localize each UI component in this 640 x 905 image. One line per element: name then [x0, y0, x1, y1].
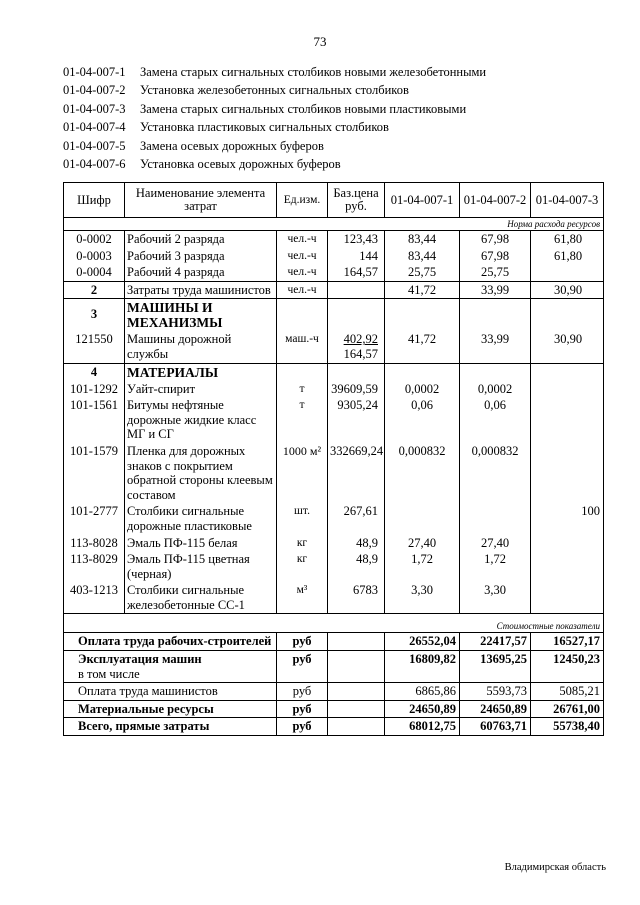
- cell-v1: 83,44: [385, 231, 460, 248]
- cell-price: [328, 281, 385, 299]
- header-name: Наименование элемента затрат: [125, 183, 277, 218]
- summary-labor-name: Оплата труда рабочих-строителей: [64, 633, 277, 651]
- cell-v2: 0,0002: [460, 381, 531, 398]
- cell-unit: кг: [277, 535, 328, 552]
- cell-unit: кг: [277, 551, 328, 582]
- code-item: [63, 63, 486, 81]
- cell-v2: [460, 503, 531, 534]
- summary-machines-name: [64, 651, 277, 683]
- cell-unit: чел.-ч: [277, 264, 328, 281]
- cell-price: [328, 651, 385, 683]
- header-col2: 01-04-007-2: [460, 183, 531, 218]
- section-row-materials: [64, 363, 604, 381]
- cell-unit: 1000 м²: [277, 443, 328, 503]
- cell-name: Уайт-спирит: [125, 381, 277, 398]
- cell-v3: 61,80: [531, 248, 604, 265]
- cell-unit: м³: [277, 582, 328, 614]
- cell-unit: т: [277, 381, 328, 398]
- cell-code: 0-0003: [64, 248, 125, 265]
- section-title: МАШИНЫ И МЕХАНИЗМЫ: [125, 299, 277, 332]
- table-row: [64, 248, 604, 265]
- cell-v1: 25,75: [385, 264, 460, 281]
- cell-price: [328, 718, 385, 736]
- code: 01-04-007-4: [63, 120, 126, 135]
- cell-v2: 13695,25: [460, 651, 531, 683]
- summary-total-name: Всего, прямые затраты: [64, 718, 277, 736]
- cell-v1: 24650,89: [385, 700, 460, 718]
- resource-table: [63, 182, 604, 736]
- cell-unit: руб: [277, 683, 328, 701]
- cell-v3: 16527,17: [531, 633, 604, 651]
- cell-v1: 26552,04: [385, 633, 460, 651]
- cell-v2: 1,72: [460, 551, 531, 582]
- cell-v1: 3,30: [385, 582, 460, 614]
- table-row: [64, 381, 604, 398]
- cell-v1: 27,40: [385, 535, 460, 552]
- header-col3: 01-04-007-3: [531, 183, 604, 218]
- code-description: Установка железобетонных сигнальных столбиков: [140, 83, 409, 98]
- cell-v2: 3,30: [460, 582, 531, 614]
- cell-unit: руб: [277, 718, 328, 736]
- cell-v3: [531, 551, 604, 582]
- table-row: [64, 397, 604, 443]
- cell-v3: [531, 397, 604, 443]
- code-description: Установка осевых дорожных буферов: [140, 157, 341, 172]
- cell-name: Эмаль ПФ-115 белая: [125, 535, 277, 552]
- cell-v3: [531, 535, 604, 552]
- cell-code: 121550: [64, 331, 125, 363]
- cell-unit: шт.: [277, 503, 328, 534]
- code-item: [63, 100, 486, 118]
- code-description: Замена старых сигнальных столбиков новыми железобетонными: [140, 65, 487, 79]
- cell-code: 2: [64, 281, 125, 299]
- cell-v2: 25,75: [460, 264, 531, 281]
- cell-unit: руб: [277, 633, 328, 651]
- header-unit: Ед.изм.: [277, 183, 328, 218]
- header-code: Шифр: [64, 183, 125, 218]
- cell-name: Машины дорожной службы: [125, 331, 277, 363]
- cell-price: 267,61: [328, 503, 385, 534]
- summary-materials-name: Материальные ресурсы: [64, 700, 277, 718]
- summary-row: [64, 651, 604, 683]
- cell-name: Затраты труда машинистов: [125, 281, 277, 299]
- table-row: [64, 535, 604, 552]
- cell-v1: 68012,75: [385, 718, 460, 736]
- cell-name: Столбики сигнальные дорожные пластиковые: [125, 503, 277, 534]
- code-description: Замена осевых дорожных буферов: [140, 138, 324, 153]
- cell-v3: 30,90: [531, 331, 604, 363]
- cell-code: 403-1213: [64, 582, 125, 614]
- summary-row: [64, 700, 604, 718]
- norm-label: Норма расхода ресурсов: [64, 218, 604, 231]
- table-row: [64, 231, 604, 248]
- table-header-row: [64, 183, 604, 218]
- cell-v2: 67,98: [460, 231, 531, 248]
- code-item: [63, 137, 486, 155]
- cell-v3: [531, 264, 604, 281]
- cell-v1: [385, 503, 460, 534]
- cell-name: Рабочий 2 разряда: [125, 231, 277, 248]
- cell-code: 101-1561: [64, 397, 125, 443]
- cell-v2: 24650,89: [460, 700, 531, 718]
- cell-unit: т: [277, 397, 328, 443]
- cell-v1: 16809,82: [385, 651, 460, 683]
- cell-v3: 5085,21: [531, 683, 604, 701]
- header-price: Баз.цена руб.: [328, 183, 385, 218]
- cell-unit: маш.-ч: [277, 331, 328, 363]
- cell-v1: 41,72: [385, 281, 460, 299]
- cell-code: 101-1292: [64, 381, 125, 398]
- code: 01-04-007-1: [63, 65, 126, 79]
- cell-code: 0-0002: [64, 231, 125, 248]
- summary-operators-name: Оплата труда машинистов: [64, 683, 277, 701]
- cell-name: Столбики сигнальные железобетонные СС-1: [125, 582, 277, 614]
- cell-v3: [531, 381, 604, 398]
- cell-v3: 55738,40: [531, 718, 604, 736]
- cell-v1: 0,06: [385, 397, 460, 443]
- code-item: [63, 118, 486, 136]
- code-description: Установка пластиковых сигнальных столбиков: [140, 120, 389, 135]
- cell-price: 164,57: [328, 264, 385, 281]
- price-line-2: 164,57: [343, 346, 378, 361]
- cell-v1: 83,44: [385, 248, 460, 265]
- price-line-1: 402,92: [343, 332, 378, 347]
- table-row: [64, 331, 604, 363]
- table-row: [64, 503, 604, 534]
- table-row: [64, 551, 604, 582]
- cell-name: Пленка для дорожных знаков с покрытием обратной стороны клеевым составом: [125, 443, 277, 503]
- cell-price: 9305,24: [328, 397, 385, 443]
- cell-v1: 0,000832: [385, 443, 460, 503]
- cell-price: 144: [328, 248, 385, 265]
- cell-price: 123,43: [328, 231, 385, 248]
- cell-price: 48,9: [328, 551, 385, 582]
- summary-row: [64, 683, 604, 701]
- cell-v2: 33,99: [460, 331, 531, 363]
- cell-v1: 41,72: [385, 331, 460, 363]
- table-row: [64, 264, 604, 281]
- cell-price: [328, 331, 385, 363]
- cell-v3: 61,80: [531, 231, 604, 248]
- cell-v3: [531, 582, 604, 614]
- cell-unit: руб: [277, 651, 328, 683]
- table-row: [64, 443, 604, 503]
- cell-v3: 12450,23: [531, 651, 604, 683]
- cell-code: 4: [64, 363, 125, 381]
- cell-price: 6783: [328, 582, 385, 614]
- cell-v3: 26761,00: [531, 700, 604, 718]
- footer-region: Владимирская область: [504, 862, 606, 873]
- cell-name: Битумы нефтяные дорожные жидкие класс МГ и СГ: [125, 397, 277, 443]
- cell-code: 113-8029: [64, 551, 125, 582]
- summary-row: [64, 718, 604, 736]
- summary-machines-label: Эксплуатация машин: [78, 652, 202, 667]
- cell-v2: 0,000832: [460, 443, 531, 503]
- section-title: МАТЕРИАЛЫ: [125, 363, 277, 381]
- cell-v1: 0,0002: [385, 381, 460, 398]
- cell-unit: чел.-ч: [277, 231, 328, 248]
- cell-v2: 67,98: [460, 248, 531, 265]
- code: 01-04-007-5: [63, 138, 126, 153]
- cell-code: 3: [64, 299, 125, 332]
- cell-code: 0-0004: [64, 264, 125, 281]
- summary-incl-label: в том числе: [78, 666, 140, 681]
- code: 01-04-007-2: [63, 83, 126, 98]
- cell-v3: [531, 443, 604, 503]
- cell-name: Рабочий 4 разряда: [125, 264, 277, 281]
- table-row: [64, 582, 604, 614]
- page-number: 73: [313, 34, 327, 49]
- cell-code: 101-1579: [64, 443, 125, 503]
- cell-code: 101-2777: [64, 503, 125, 534]
- cell-unit: чел.-ч: [277, 281, 328, 299]
- cell-price: [328, 700, 385, 718]
- code: 01-04-007-6: [63, 157, 126, 172]
- cell-v1: 6865,86: [385, 683, 460, 701]
- cell-v2: 0,06: [460, 397, 531, 443]
- code-list: [63, 63, 486, 173]
- code-item: [63, 155, 486, 173]
- cell-price: 39609,59: [328, 381, 385, 398]
- cell-unit: руб: [277, 700, 328, 718]
- cost-label: Стоимостные показатели: [64, 614, 604, 633]
- cell-v2: 27,40: [460, 535, 531, 552]
- cell-v3: 100: [531, 503, 604, 534]
- cell-name: Эмаль ПФ-115 цветная (черная): [125, 551, 277, 582]
- cell-name: Рабочий 3 разряда: [125, 248, 277, 265]
- norm-label-row: [64, 218, 604, 231]
- cell-v2: 5593,73: [460, 683, 531, 701]
- cell-v3: 30,90: [531, 281, 604, 299]
- cell-price: [328, 633, 385, 651]
- cell-v2: 60763,71: [460, 718, 531, 736]
- section-row-machines: [64, 299, 604, 332]
- code-description: Замена старых сигнальных столбиков новыми пластиковыми: [140, 101, 467, 116]
- cell-v2: 22417,57: [460, 633, 531, 651]
- cell-v1: 1,72: [385, 551, 460, 582]
- cell-unit: чел.-ч: [277, 248, 328, 265]
- cell-code: 113-8028: [64, 535, 125, 552]
- cell-price: 332669,24: [328, 443, 385, 503]
- summary-row: [64, 633, 604, 651]
- cost-label-row: [64, 614, 604, 633]
- header-col1: 01-04-007-1: [385, 183, 460, 218]
- code: 01-04-007-3: [63, 101, 126, 116]
- cell-price: [328, 683, 385, 701]
- code-item: [63, 81, 486, 99]
- cell-v2: 33,99: [460, 281, 531, 299]
- operators-row: [64, 281, 604, 299]
- cell-price: 48,9: [328, 535, 385, 552]
